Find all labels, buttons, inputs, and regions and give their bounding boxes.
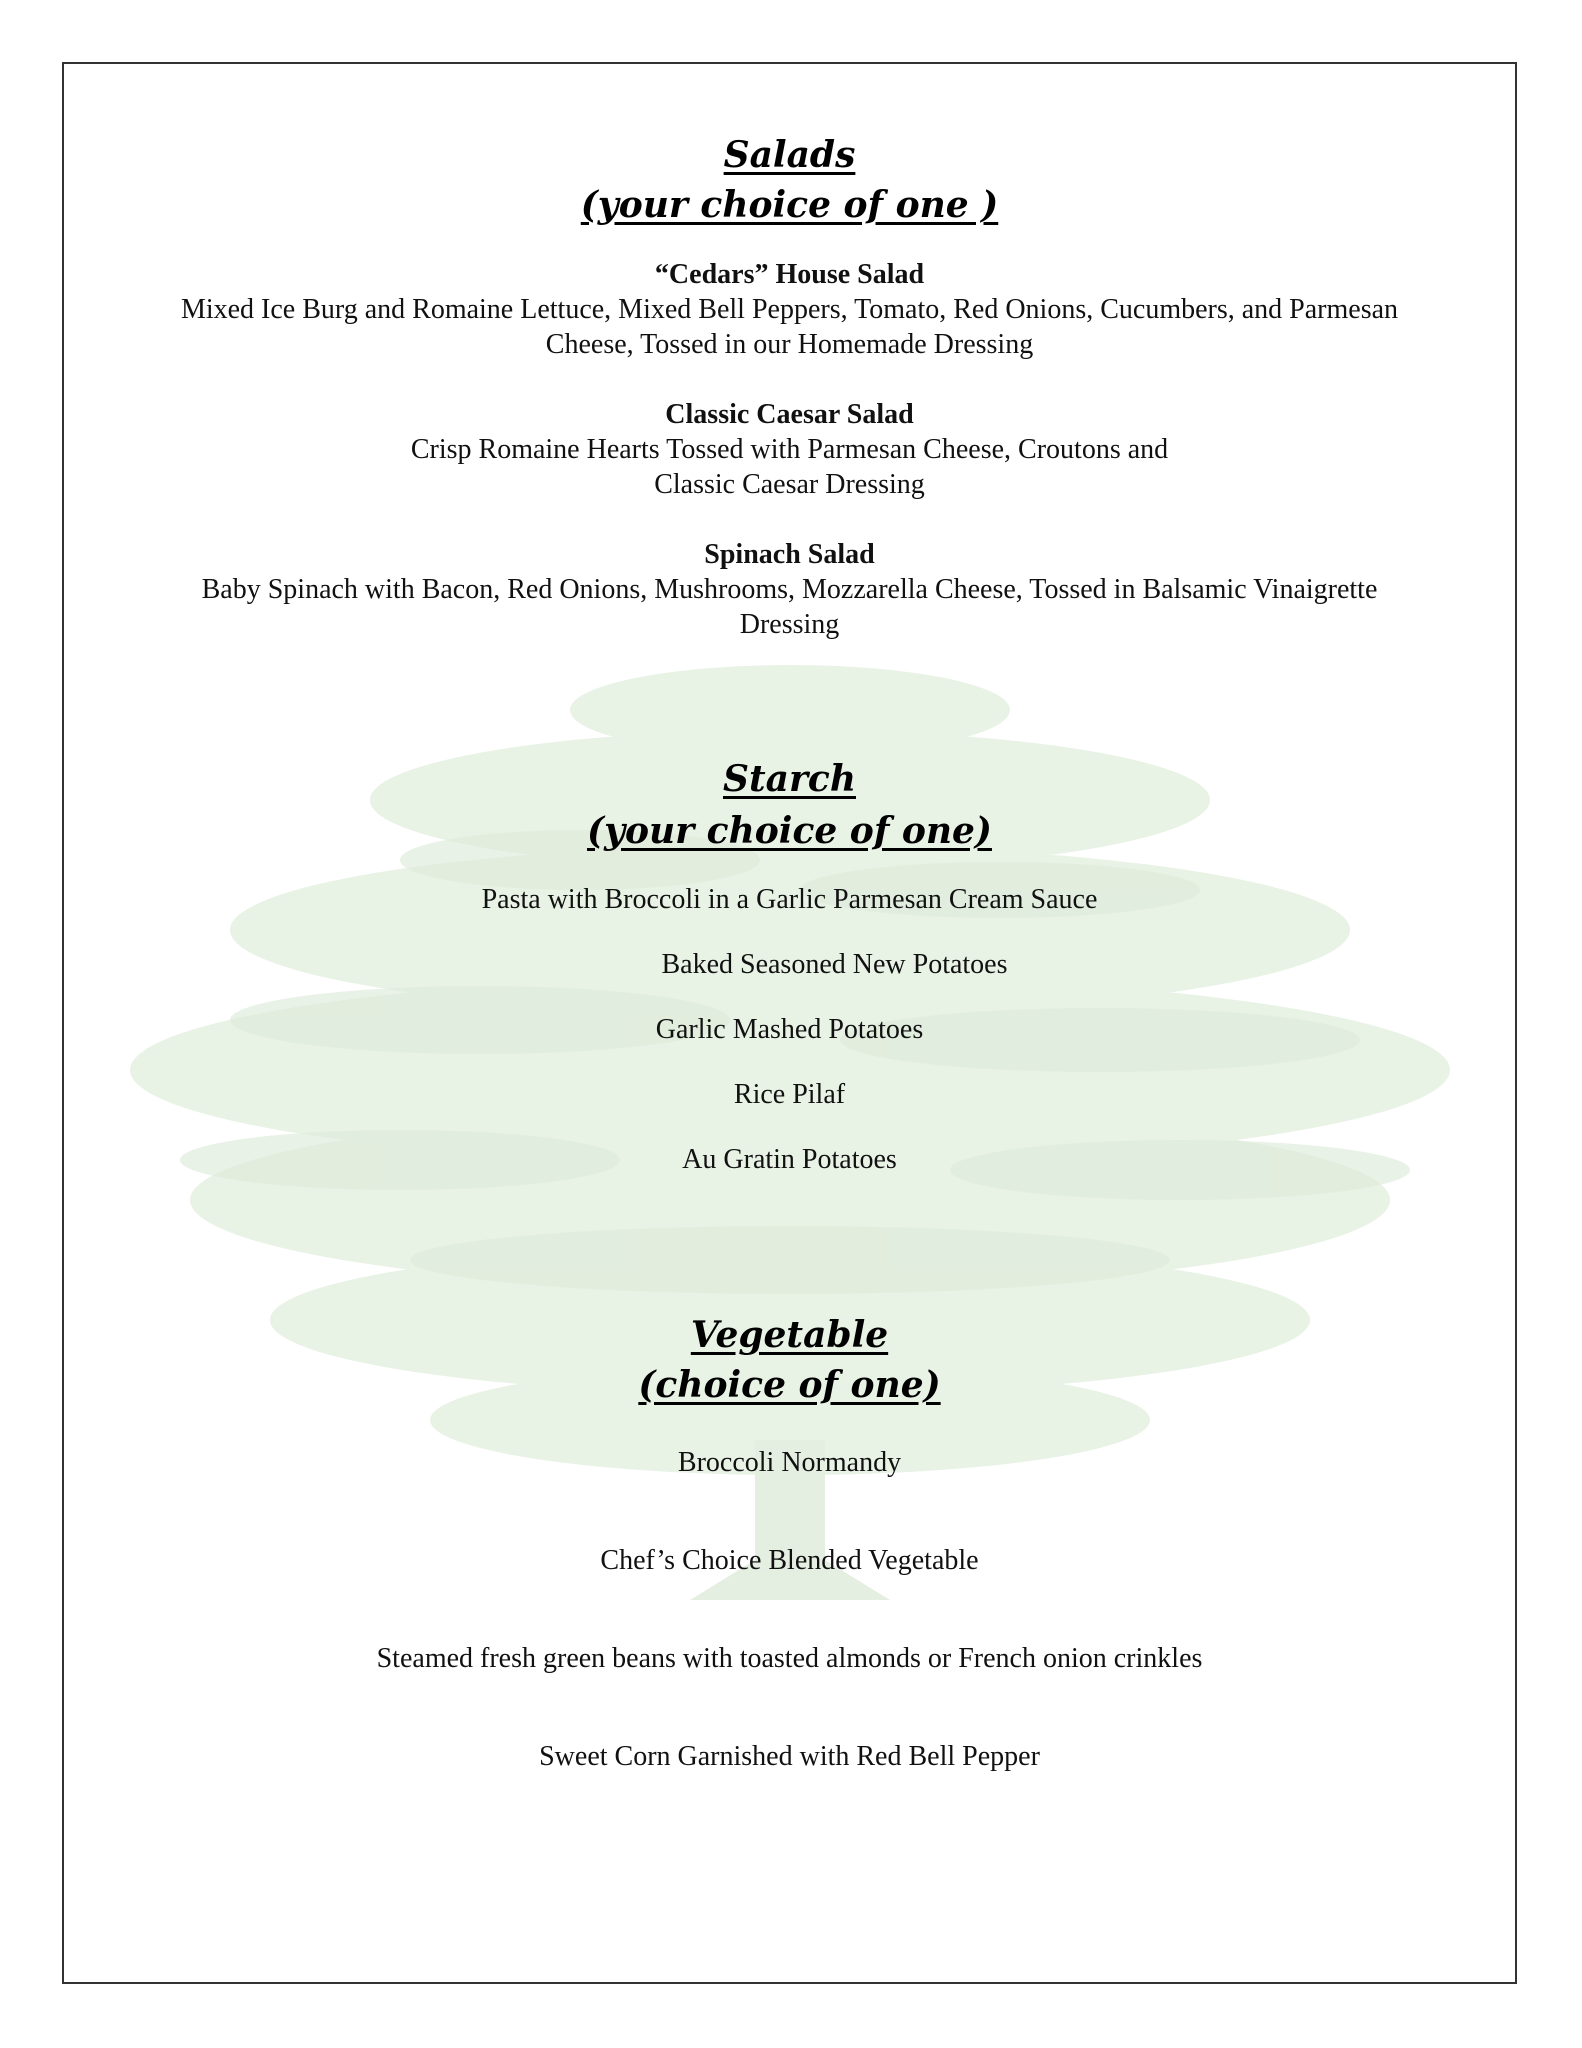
vegetable-option: Chef’s Choice Blended Vegetable: [600, 1545, 979, 1576]
vegetable-option: Sweet Corn Garnished with Red Bell Pepper: [539, 1741, 1040, 1772]
salad-item-desc: Classic Caesar Dressing: [654, 469, 925, 500]
vegetable-option: Steamed fresh green beans with toasted almonds or French onion crinkles: [376, 1643, 1203, 1674]
salad-item-desc: Crisp Romaine Hearts Tossed with Parmesan Cheese, Croutons and: [410, 434, 1169, 465]
starch-option: Au Gratin Potatoes: [682, 1144, 897, 1175]
starch-option: Rice Pilaf: [733, 1079, 846, 1110]
vegetable-subtitle: (choice of one): [638, 1364, 941, 1406]
starch-title: Starch: [722, 758, 856, 800]
salad-item-name: Spinach Salad: [704, 539, 875, 570]
salad-item-name: Classic Caesar Salad: [665, 399, 914, 430]
menu-page: [64, 64, 1515, 1982]
starch-option: Garlic Mashed Potatoes: [655, 1014, 924, 1045]
salad-item-name: “Cedars” House Salad: [654, 259, 925, 290]
salad-item-desc: Dressing: [739, 609, 840, 640]
salad-item-desc: Cheese, Tossed in our Homemade Dressing: [545, 329, 1034, 360]
salads-subtitle: (your choice of one ): [580, 184, 999, 226]
salad-item-desc: Baby Spinach with Bacon, Red Onions, Mushrooms, Mozzarella Cheese, Tossed in Balsamic Vinaigrette: [201, 574, 1378, 605]
starch-subtitle: (your choice of one): [587, 810, 992, 852]
vegetable-option: Broccoli Normandy: [677, 1447, 902, 1478]
starch-option: Pasta with Broccoli in a Garlic Parmesan Cream Sauce: [481, 884, 1098, 915]
starch-option: Baked Seasoned New Potatoes: [661, 949, 1008, 980]
vegetable-title: Vegetable: [690, 1314, 889, 1356]
salads-title: Salads: [723, 134, 856, 176]
salad-item-desc: Mixed Ice Burg and Romaine Lettuce, Mixed Bell Peppers, Tomato, Red Onions, Cucumbers, and Parmesan: [180, 294, 1399, 325]
